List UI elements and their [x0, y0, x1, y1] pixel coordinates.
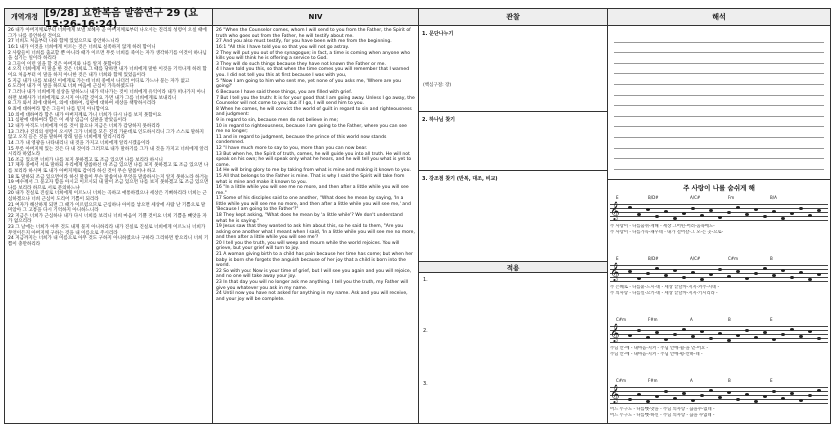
note-icon [673, 397, 677, 400]
korean-verse: 7 그러나 내가 너희에게 실상을 말하노니 내가 떠나가는 것이 너희에게 유익이라 내가 떠나가지 아니하면 보혜사가 너희에게로 오시지 아니할 것이요 가면 내가 그를 너희에게로 보내리니 [8, 90, 206, 101]
lyric-line: 주 사랑이 - 나를숨쉬-게해 - 세상 그어떤-어려-움속에도- [610, 224, 715, 229]
korean-verse: 18 또 말하되 조금 있으면이라 하신 말씀이 무슨 말씀이냐 무엇을 말씀하시는지 알지 못하노라 하거늘 [8, 174, 209, 180]
english-verse: 18 They kept asking, "What does he mean by 'a little while'? We don't understand what he is saying." [216, 213, 403, 224]
lyric-line: 주님 안-에 - 내마음-지켜 - 주님 안에-평-안하-네 - [610, 351, 703, 357]
note-icon [808, 394, 812, 397]
note-icon [790, 276, 794, 279]
observation-q1: 1. 문단나누기 [422, 31, 454, 37]
treble-clef-icon: 𝄞 [610, 323, 620, 342]
music-system [610, 256, 828, 317]
english-verse: 22 So with you: Now is your time of grief, but I will see you again and you will rejoice, and no one will take away your joy. [216, 268, 412, 280]
english-verse: 14 He will bring glory to me by taking from what is mine and making it known to you. [216, 168, 411, 174]
lyric-line: 주님 안-에 - 내마음-지켜 - 주님 안에-쉼-을 얻-어요 - [610, 346, 709, 351]
writing-lines [614, 32, 824, 170]
note-icon [700, 278, 704, 281]
chord-row [610, 378, 828, 385]
divider [419, 111, 607, 112]
english-verse: 9 in regard to sin, because men do not believe in me; [216, 117, 339, 123]
korean-verse: 19 예수께서 그 묻고자 함을 아시고 이르시되 내 말이 조금 있으면 나를 보지 못하겠고 또 조금 있으면 나를 보리라 하므로 서로 문의하느냐 [8, 180, 209, 191]
note-icon [709, 209, 713, 212]
note-icon [646, 336, 650, 339]
note-icon [754, 336, 758, 339]
chord-label: A [690, 378, 693, 383]
interpretation-label: 해석 [608, 9, 830, 25]
note-icon [754, 208, 758, 211]
note-icon [781, 269, 785, 272]
note-icon [664, 338, 668, 341]
english-verse: 19 Jesus saw that they wanted to ask him about this, so he said to them, "Are you asking one another what I meant when I said, 'In a little while you will see me no more, and then after a little while you will see me'? [216, 224, 415, 241]
korean-verse: 2 사람들이 너희를 출교할 뿐 아니라 때가 이르면 무릇 너희를 죽이는 자가 생각하기를 이것이 하나님을 섬기는 일이라 하리라 [8, 50, 207, 62]
note-icon [691, 335, 695, 338]
note-icon [628, 334, 632, 337]
english-verse: 20 I tell you the truth, you will weep and mourn while the world rejoices. You will grieve, but your grief will turn to joy. [216, 240, 400, 252]
study-sheet [4, 8, 831, 424]
note-icon [700, 330, 704, 333]
korean-verse: 3 그들이 이런 일을 할 것은 아버지와 나를 알지 못함이라 [8, 61, 121, 67]
korean-verse: 17 제자 중에서 서로 말하되 우리에게 말씀하신 바 조금 있으면 나를 보지 못하겠고 또 조금 있으면 나를 보리라 하시며 또 내가 아버지께로 감이라 하신 것이 무슨 말씀이냐 하고 [8, 163, 209, 174]
chord-label: B/A [770, 195, 777, 200]
english-verse: 16:1 "All this I have told you so that you will not go astray. [216, 44, 350, 50]
interpretation-column [608, 26, 830, 423]
treble-clef-icon: 𝄞 [610, 201, 620, 220]
application-item-1: 1. [423, 277, 428, 283]
note-icon [763, 331, 767, 334]
treble-clef-icon: 𝄞 [610, 384, 620, 403]
note-icon [664, 390, 668, 393]
note-icon [646, 208, 650, 211]
chord-label: C#m [616, 378, 627, 383]
note-icon [700, 394, 704, 397]
staff [610, 323, 828, 346]
note-icon [736, 270, 740, 273]
note-icon [709, 273, 713, 276]
note-icon [673, 269, 677, 272]
note-icon [655, 215, 659, 218]
note-icon [736, 206, 740, 209]
note-icon [664, 210, 668, 213]
song-title: 주 사랑이 나를 숨쉬게 해 [683, 184, 755, 192]
note-icon [736, 334, 740, 337]
note-icon [799, 207, 803, 210]
korean-verse: 15 무릇 아버지께 있는 것은 다 내 것이라 그러므로 내가 말하기를 그가 내 것을 가지고 너희에게 알리시리라 하였노라 [8, 146, 209, 157]
korean-verse: 4 오직 너희에게 이 말을 한 것은 너희로 그 때를 당하면 내가 너희에게 말한 이것을 기억나게 하려 함이요 처음부터 이 말을 하지 아니한 것은 내가 너희와 함께 있었음이라 [8, 67, 207, 78]
music-system [610, 317, 828, 378]
chord-label: E [616, 256, 619, 261]
english-text-column [213, 26, 419, 423]
header-row [5, 8, 830, 30]
observation-q3: 3. 강조점 찾기 (반복, 대조, 비교) [422, 176, 498, 182]
application-header: 적용 [419, 261, 607, 273]
note-icon [691, 271, 695, 274]
note-icon [808, 278, 812, 281]
note-icon [682, 328, 686, 331]
note-icon [655, 395, 659, 398]
chord-label: A [690, 317, 693, 322]
english-verse: 5 "Now I am going to him who sent me, yet none of you asks me, 'Where are you going?' [216, 78, 402, 90]
note-icon [808, 214, 812, 217]
observation-label: 관찰 [419, 9, 608, 25]
note-icon [718, 332, 722, 335]
english-verse: 13 But when he, the Spirit of truth, comes, he will guide you into all truth. He will not speak on his own; he will speak only what he hears, and he will tell you what is yet to come. [216, 151, 412, 168]
note-icon [691, 399, 695, 402]
note-icon [772, 210, 776, 213]
korean-verse: 5 지금 내가 나를 보내신 이에게로 가는데 너희 중에서 나더러 어디로 가느냐 묻는 자가 없고 [8, 78, 190, 84]
note-icon [772, 274, 776, 277]
note-icon [781, 397, 785, 400]
english-verse: 4 I have told you this, so that when the time comes you will remember that I warned you. I did not tell you this at first because I was with you, [216, 67, 410, 78]
chord-label: B/D# [648, 195, 659, 200]
lyric-line: 주 사랑이 - 나를가득-채우네 - 내가 걸어갈-그 모-든 곳-으로- [610, 229, 724, 235]
korean-verse: 6 도리어 내가 이 말을 하므로 너희 마음에 근심이 가득하였도다 [8, 84, 134, 90]
note-icon [682, 276, 686, 279]
note-icon [673, 217, 677, 220]
note-icon [817, 389, 821, 392]
english-verse: 17 Some of his disciples said to one another, "What does he mean by saying, 'In a little while you will see me no more, and then after a little while you will see me,' and 'Because I am going to the Father'?" [216, 196, 411, 213]
english-verse: 23 In that day you will no longer ask me anything. I tell you the truth, my Father will give you whatever you ask in my name. [216, 280, 408, 291]
note-icon [790, 328, 794, 331]
korean-verse: 9 죄에 대하여라 함은 그들이 나를 믿지 아니함이요 [8, 106, 109, 112]
note-icon [745, 277, 749, 280]
key-verse-note: (핵심구절: 장) [423, 83, 452, 88]
korean-verse: 11 심판에 대하여라 함은 이 세상 임금이 심판을 받았음이라 [8, 118, 127, 124]
note-icon [808, 330, 812, 333]
korean-verse: 23 그 날에는 너희가 아무 것도 내게 묻지 아니하리라 내가 진실로 진실로 너희에게 이르노니 너희가 무엇이든지 아버지께 구하는 것을 내 이름으로 주시리라 [8, 225, 206, 236]
chord-label: A/C# [690, 256, 701, 261]
divider [608, 179, 830, 180]
note-icon [637, 213, 641, 216]
english-verse: 27 And you also must testify, for you have been with me from the beginning. [216, 39, 392, 45]
english-verse: 3 They will do such things because they have not known the Father or me. [216, 61, 386, 67]
note-icon [745, 393, 749, 396]
note-icon [763, 215, 767, 218]
note-icon [682, 392, 686, 395]
observation-q2: 2. 하나님 찾기 [422, 117, 456, 123]
note-icon [745, 213, 749, 216]
english-verse: 15 All that belongs to the Father is mine. That is why I said the Spirit will take from what is mine and make it known to you. [216, 174, 405, 185]
note-icon [745, 329, 749, 332]
note-icon [628, 270, 632, 273]
korean-verse: 8 그가 와서 죄에 대하여, 의에 대하여, 심판에 대하여 세상을 책망하시리라 [8, 101, 156, 107]
divider [419, 170, 607, 171]
note-icon [664, 274, 668, 277]
chord-label: C#m [616, 317, 627, 322]
chord-label: A/C# [690, 195, 701, 200]
note-icon [781, 333, 785, 336]
english-verse: 8 When he comes, he will convict the world of guilt in regard to sin and righteousness and judgment: [216, 106, 412, 118]
chord-label: C#m [728, 256, 739, 261]
note-icon [799, 335, 803, 338]
english-verse: 21 A woman giving birth to a child has pain because her time has come; but when her baby is born she forgets the anguish because of her joy that a child is born into the world. [216, 252, 413, 269]
korean-text-column [5, 26, 213, 423]
note-icon [655, 267, 659, 270]
note-icon [718, 268, 722, 271]
note-icon [637, 329, 641, 332]
note-icon [718, 216, 722, 219]
chord-label: B [770, 256, 773, 261]
note-icon [646, 272, 650, 275]
note-icon [799, 271, 803, 274]
english-verse: 24 Until now you have not asked for anything in my name. Ask and you will receive, and your joy will be complete. [216, 291, 408, 302]
chord-label: F#m [648, 317, 658, 322]
chord-label: B [728, 378, 731, 383]
chord-label: E [616, 195, 619, 200]
english-verse: 10 in regard to righteousness, because I am going to the Father, where you can see me no longer; [216, 123, 407, 135]
korean-verse: 22 지금은 너희가 근심하나 내가 다시 너희를 보리니 너희 마음이 기쁠 것이요 너희 기쁨을 빼앗을 자가 없으리라 [8, 213, 207, 225]
sheet-music [610, 183, 828, 421]
note-icon [790, 212, 794, 215]
chord-label: B [728, 317, 731, 322]
note-icon [727, 275, 731, 278]
music-system [610, 378, 828, 423]
chord-label: F#m [648, 378, 658, 383]
lyric-line: 주 의사랑 - 나를일-으키-네 - 세상 끝날까-지지-키시리라 - [610, 290, 718, 296]
chord-label: E [770, 317, 773, 322]
note-icon [799, 399, 803, 402]
korean-verse: 10 의에 대하여라 함은 내가 아버지께로 가니 너희가 다시 나를 보지 못함이요 [8, 112, 162, 118]
note-icon [673, 333, 677, 336]
staff [610, 384, 828, 407]
note-icon [628, 206, 632, 209]
observation-column [419, 26, 608, 423]
note-icon [817, 337, 821, 340]
korean-verse: 27 너희도 처음부터 나와 함께 있었으므로 증언하느니라 [8, 39, 120, 45]
note-icon [754, 272, 758, 275]
korean-verse: 14 그가 내 영광을 나타내리니 내 것을 가지고 너희에게 알리시겠음이라 [8, 140, 150, 146]
note-icon [736, 398, 740, 401]
chord-row [610, 317, 828, 324]
english-verse: 26 "When the Counselor comes, whom I will send to you from the Father, the Spirit of truth who goes out from the Father, he will testify about me. [216, 28, 411, 39]
korean-verse: 20 내가 진실로 진실로 너희에게 이르노니 너희는 곡하고 애통하겠으나 세상은 기뻐하리라 너희는 근심하겠으나 너희 근심이 도리어 기쁨이 되리라 [8, 191, 207, 202]
english-verse: 12 "I have much more to say to you, more than you can now bear. [216, 145, 368, 151]
note-icon [781, 217, 785, 220]
lyric-line: 어느 누구도 - 나를뺏-앗을 - 주님 의사랑 - 끊을수-없네 - [610, 407, 715, 412]
korean-verse: 21 여자가 해산하게 되면 그 때가 이르렀으므로 근심하나 아이를 낳으면 세상에 사람 난 기쁨으로 말미암아 그 고통을 다시 기억하지 아니하느니라 [8, 202, 206, 214]
niv-label: NIV [213, 9, 419, 25]
note-icon [637, 277, 641, 280]
english-verse: 6 Because I have said these things, you are filled with grief. [216, 89, 352, 95]
lyric-line: 주 은혜로 - 나를붙-드시-네 - 세상 끝날까-지지-켜주-시네 - [610, 285, 720, 290]
note-icon [817, 273, 821, 276]
note-icon [646, 400, 650, 403]
korean-verse: 24 지금까지는 너희가 내 이름으로 아무 것도 구하지 아니하였으나 구하라 그리하면 받으리니 너희 기쁨이 충만하리라 [8, 236, 209, 247]
note-icon [727, 211, 731, 214]
note-icon [709, 337, 713, 340]
chord-label: E [770, 378, 773, 383]
english-verse: 7 But I tell you the truth: It is for your good that I am going away. Unless I go away, the Counselor will not come to you; but if I go, I will send him to you. [216, 95, 415, 106]
note-icon [682, 212, 686, 215]
english-verse: 16 "In a little while you will see me no more, and then after a little while you will see me." [216, 185, 409, 196]
chord-label: Fm [728, 195, 735, 200]
korean-verse: 26 내가 아버지께로부터 너희에게 보낼 보혜사 곧 아버지께로부터 나오시는 진리의 성령이 오실 때에 그가 나를 증언하실 것이요 [8, 28, 207, 39]
korean-verse: 13 그러나 진리의 성령이 오시면 그가 너희를 모든 진리 가운데로 인도하시리니 그가 스스로 말하지 않고 오직 들은 것을 말하며 장래 일을 너희에게 알리시리라 [8, 129, 204, 141]
chord-label: B/D# [648, 256, 659, 261]
note-icon [727, 339, 731, 342]
note-icon [772, 390, 776, 393]
note-icon [790, 392, 794, 395]
note-icon [700, 214, 704, 217]
application-item-3: 3. [423, 381, 428, 387]
note-icon [637, 393, 641, 396]
version-label: 개역개정 [5, 9, 45, 25]
english-verse: 11 and in regard to judgment, because the prince of this world now stands condemned. [216, 134, 387, 146]
korean-verse: 16 조금 있으면 너희가 나를 보지 못하겠고 또 조금 있으면 나를 보리라 하시니 [8, 157, 163, 163]
lyric-line: 어느 누구도 - 나를뺏-하신 - 주님 의사랑 - 끊을 수없네 - [610, 412, 715, 418]
note-icon [772, 338, 776, 341]
staff [610, 201, 828, 224]
note-icon [817, 209, 821, 212]
page-title: [9/28] 요한복음 말씀연구 29 (요 15:26-16:24) [45, 9, 213, 25]
note-icon [628, 398, 632, 401]
korean-verse: 12 내가 아직도 너희에게 이를 것이 많으나 지금은 너희가 감당하지 못하리라 [8, 123, 161, 129]
treble-clef-icon: 𝄞 [610, 262, 620, 281]
note-icon [655, 331, 659, 334]
korean-verse: 16:1 내가 이것을 너희에게 이르는 것은 너희로 실족하지 않게 하려 함이니 [8, 44, 156, 50]
note-icon [691, 207, 695, 210]
note-icon [727, 391, 731, 394]
english-verse: 2 They will put you out of the synagogue; in fact, a time is coming when anyone who kills you will think he is offering a service to God. [216, 50, 410, 62]
note-icon [709, 389, 713, 392]
staff [610, 262, 828, 285]
application-item-2: 2. [423, 328, 428, 334]
music-system [610, 195, 828, 256]
note-icon [754, 400, 758, 403]
chord-row [610, 256, 828, 263]
note-icon [763, 395, 767, 398]
chord-row [610, 195, 828, 202]
note-icon [763, 267, 767, 270]
note-icon [718, 396, 722, 399]
